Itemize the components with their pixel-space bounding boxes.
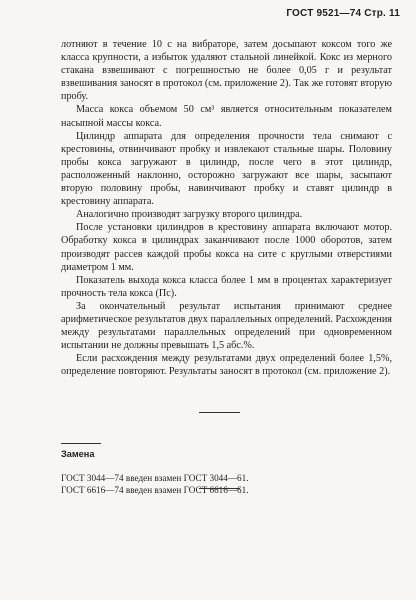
paragraph: Цилиндр аппарата для определения прочности тела снимают с крестовины, отвинчивают пробку и извлекают стальные шары. Половину пробы кокса загружают в цилиндр, после чего в этот цилиндр, расположенный наклонно, осторожно загружают все шары, засыпают вторую половину пробы, навинчивают пробку и ставят цилиндр в крестовину аппарата. (61, 130, 392, 208)
replacement-list (61, 472, 249, 496)
body-text (61, 38, 392, 378)
paragraph: Показатель выхода кокса класса более 1 мм в процентах характеризует прочность тела кокса (Пс). (61, 274, 392, 299)
running-header: ГОСТ 9521—74 Стр. 11 (286, 8, 400, 19)
replacement-label: Замена (61, 449, 95, 459)
end-divider (199, 488, 240, 489)
paragraph: За окончательный результат испытания принимают среднее арифметическое результатов двух параллельных определений. Расхождения между результатами параллельных определений при одновременном испытании не должны превышать 1,5 абс.%. (61, 300, 392, 352)
replacement-item: ГОСТ 6616—74 введен взамен ГОСТ 6616—61. (61, 485, 249, 496)
section-divider (199, 412, 240, 413)
paragraph: Если расхождения между результатами двух определений более 1,5%, определение повторяют. Результаты заносят в протокол (см. приложение 2). (61, 353, 392, 378)
replacement-item: ГОСТ 3044—74 введен взамен ГОСТ 3044—61. (61, 473, 249, 483)
paragraph: Масса кокса объемом 50 см³ является относительным показателем насыпной массы кокса. (61, 104, 392, 129)
paragraph: лотняют в течение 10 с на вибраторе, затем досыпают коксом того же класса крупности, а избыток удаляют стальной линейкой. Кокс из мерного стакана взвешивают с погрешностью не более 0,05 г и результат взвешивания заносят в протокол (см. приложение 2). Так же готовят вторую пробу. (61, 39, 392, 103)
paragraph: Аналогично производят загрузку второго цилиндра. (76, 209, 303, 221)
footnote-rule (61, 443, 101, 444)
paragraph: После установки цилиндров в крестовину аппарата включают мотор. Обработку кокса в цилиндрах заканчивают после 1000 оборотов, затем производят рассев каждой пробы кокса на сите с круглыми отверстиями диаметром 1 мм. (61, 222, 392, 273)
